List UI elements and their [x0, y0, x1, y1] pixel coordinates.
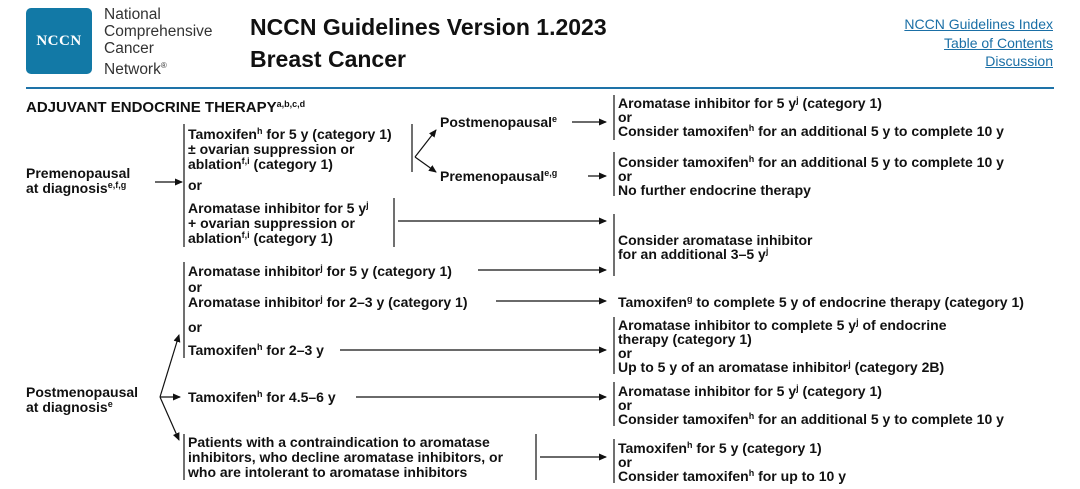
- org-name-line: National: [104, 6, 161, 23]
- outcome-text: Consider tamoxifen$^h$ for an additional 5 y to complete 10 y: [618, 154, 1004, 170]
- outcome-text: Consider tamoxifen$^h$ for an additional 5 y to complete 10 y: [618, 411, 1004, 427]
- or-label: or: [618, 345, 632, 361]
- guidelines-index-link[interactable]: NCCN Guidelines Index: [904, 16, 1053, 32]
- postmenopausal-label: at diagnosis$^e$: [26, 399, 113, 415]
- guideline-version-title: NCCN Guidelines Version 1.2023: [250, 14, 607, 40]
- premenopausal-label: at diagnosis$^{e,f,g}$: [26, 180, 127, 196]
- tamoxifen-option-text: ablation$^{f,i}$ (category 1): [188, 156, 333, 172]
- org-name-line: Cancer: [104, 40, 154, 57]
- nccn-logo: NCCN: [26, 8, 92, 74]
- outcome-text: for an additional 3–5 $y^j$: [618, 246, 769, 262]
- org-name-line: Network®: [104, 61, 167, 79]
- table-of-contents-link[interactable]: Table of Contents: [944, 35, 1053, 51]
- or-label: or: [618, 168, 632, 184]
- or-label: or: [188, 319, 202, 335]
- outcome-text: No further endocrine therapy: [618, 182, 811, 198]
- guideline-topic-title: Breast Cancer: [250, 46, 406, 72]
- tamoxifen-4-6y-option: Tamoxifen$^h$ for 4.5–6 y: [188, 389, 336, 405]
- contraindication-text: inhibitors, who decline aromatase inhibitors, or: [188, 449, 504, 465]
- or-label: or: [188, 177, 202, 193]
- outcome-text: Aromatase inhibitor for 5 $y^j$ (category 1): [618, 95, 882, 111]
- outcome-text: Consider aromatase inhibitor: [618, 232, 813, 248]
- premenopausal-label: Premenopausal: [26, 165, 131, 181]
- postmenopausal-label: Postmenopausal: [26, 384, 139, 400]
- or-label: or: [618, 109, 632, 125]
- tamoxifen-2-3y-option: Tamoxifen$^h$ for 2–3 y: [188, 342, 324, 358]
- tamoxifen-option-text: ± ovarian suppression or: [188, 141, 355, 157]
- premenopausal-branch-label: Premenopausal$^{e,g}$: [440, 168, 558, 184]
- discussion-link[interactable]: Discussion: [985, 53, 1053, 69]
- registered-mark: ®: [160, 61, 167, 70]
- outcome-text: Up to 5 y of an aromatase inhibitor$^j$ (category 2B): [618, 359, 945, 375]
- or-label: or: [618, 454, 632, 470]
- postmenopausal-branch-label: Postmenopausal$^e$: [440, 114, 558, 130]
- outcome-text: therapy (category 1): [618, 331, 752, 347]
- ai-option-text: ablation$^{f,i}$ (category 1): [188, 230, 333, 246]
- outcome-text: Consider tamoxifen$^h$ for an additional 5 y to complete 10 y: [618, 123, 1004, 139]
- ai-2-3y-option: Aromatase inhibitor$^j$ for 2–3 y (category 1): [188, 294, 468, 310]
- ai-option-text: Aromatase inhibitor for 5 $y^j$: [188, 200, 369, 216]
- outcome-text: Aromatase inhibitor for 5 $y^j$ (category 1): [618, 383, 882, 399]
- outcome-text: Aromatase inhibitor to complete 5 $y^j$ of endocrine: [618, 317, 947, 333]
- section-title: ADJUVANT ENDOCRINE THERAPY$^{a,b,c,d}$: [26, 99, 306, 116]
- outcome-text: Consider tamoxifen$^h$ for up to 10 y: [618, 468, 846, 484]
- org-name-line: Comprehensive: [104, 23, 213, 40]
- tamoxifen-option-text: Tamoxifen$^h$ for 5 y (category 1): [188, 126, 392, 142]
- or-label: or: [618, 397, 632, 413]
- contraindication-text: Patients with a contraindication to aromatase: [188, 434, 490, 450]
- outcome-text: Tamoxifen$^h$ for 5 y (category 1): [618, 440, 822, 456]
- ai-option-text: + ovarian suppression or: [188, 215, 355, 231]
- or-label: or: [188, 279, 202, 295]
- contraindication-text: who are intolerant to aromatase inhibitors: [188, 464, 468, 480]
- ai-5y-option: Aromatase inhibitor$^j$ for 5 y (category 1): [188, 263, 452, 279]
- outcome-text: Tamoxifen$^g$ to complete 5 y of endocrine therapy (category 1): [618, 294, 1024, 310]
